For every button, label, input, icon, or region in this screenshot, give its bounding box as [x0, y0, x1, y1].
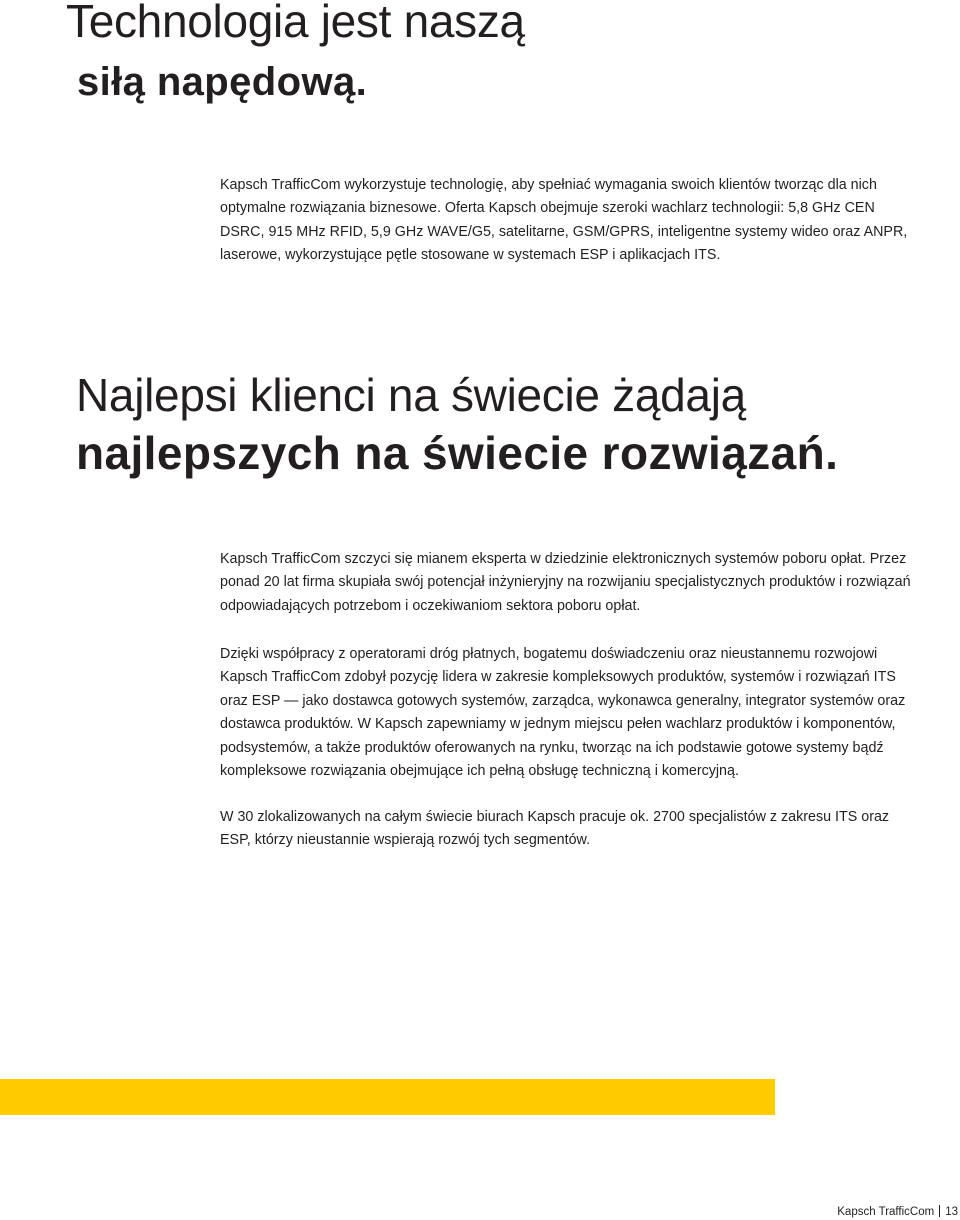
- body-paragraph: Dzięki współpracy z operatorami dróg płatnych, bogatemu doświadczeniu oraz nieustannemu rozwojowi Kapsch TrafficCom zdobył pozycję lidera w zakresie kompleksowych produktów, systemów i rozwiązań ITS oraz ESP — jako dostawca gotowych systemów, zarządca, wykonawca generalny, integrator systemów oraz dostawca produktów. W Kapsch zapewniamy w jednym miejscu pełen wachlarz produktów i komponentów, podsystemów, a także produktów oferowanych na rynku, tworząc na ich podstawie gotowe systemy bądź kompleksowe rozwiązania obejmujące ich pełną obsługę techniczną i komercyjną.: [220, 646, 906, 780]
- yellow-accent-bar: [0, 1079, 775, 1115]
- page-number: 13: [945, 1206, 958, 1218]
- body-paragraph: Kapsch TrafficCom szczyci się mianem eksperta w dziedzinie elektronicznych systemów poboru opłat. Przez ponad 20 lat firma skupiała swój potencjał inżynieryjny na rozwijaniu specjalistycznych produktów i rozwiązań odpowiadających potrzebom i oczekiwaniom sektora poboru opłat.: [220, 551, 911, 614]
- intro-paragraph: Kapsch TrafficCom wykorzystuje technologię, aby spełniać wymagania swoich klientów tworząc dla nich optymalne rozwiązania biznesowe. Oferta Kapsch obejmuje szeroki wachlarz technologii: 5,8 GHz CEN DSRC, 915 MHz RFID, 5,9 GHz WAVE/G5, satelitarne, GSM/GPRS, inteligentne systemy wideo oraz ANPR, laserowe, wykorzystujące pętle stosowane w systemach ESP i aplikacjach ITS.: [220, 177, 908, 264]
- subheading-line-2: najlepszych na świecie rozwiązań.: [76, 427, 839, 479]
- body-paragraph: W 30 zlokalizowanych na całym świecie biurach Kapsch pracuje ok. 2700 specjalistów z zakresu ITS oraz ESP, którzy nieustannie wspierają rozwój tych segmentów.: [220, 809, 890, 849]
- footer-company-name: Kapsch TrafficCom: [837, 1206, 935, 1218]
- section-heading-line-2: siłą napędową.: [77, 60, 368, 104]
- footer-divider: [939, 1205, 940, 1217]
- subheading-line-1: Najlepsi klienci na świecie żądają: [76, 369, 746, 421]
- section-heading-line-1: Technologia jest naszą: [66, 0, 525, 47]
- page-footer: [837, 1205, 958, 1219]
